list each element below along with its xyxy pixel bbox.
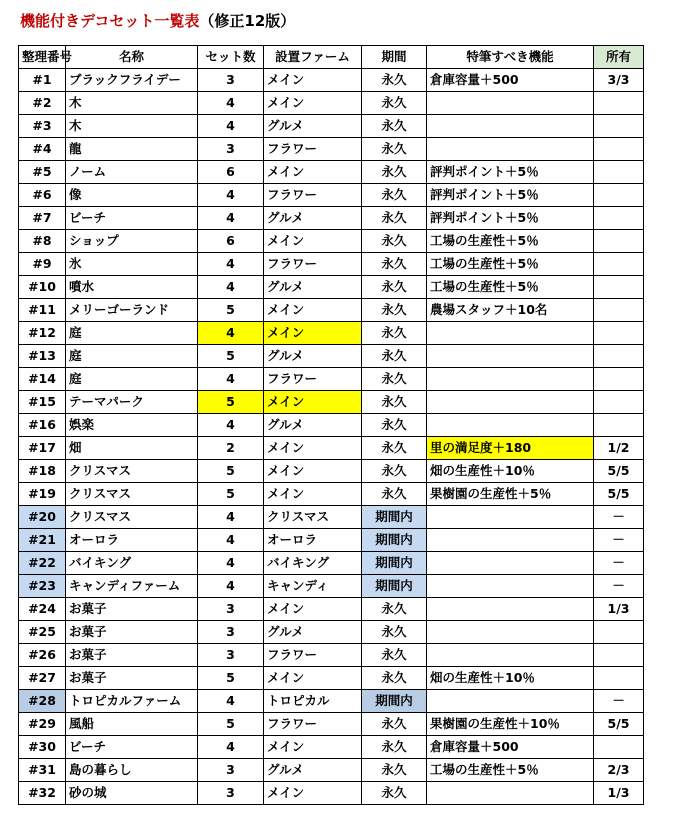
cell-number: #15 xyxy=(19,391,66,414)
cell-feature: 工場の生産性＋5％ xyxy=(427,276,594,299)
cell-number: #21 xyxy=(19,529,66,552)
header-owned: 所有 xyxy=(594,46,644,69)
title-suffix: （修正12版） xyxy=(199,12,296,30)
cell-period: 永久 xyxy=(362,414,427,437)
cell-feature: 評判ポイント＋5％ xyxy=(427,161,594,184)
cell-set-count: 3 xyxy=(198,759,264,782)
cell-number: #3 xyxy=(19,115,66,138)
table-row xyxy=(19,299,644,322)
cell-number: #5 xyxy=(19,161,66,184)
cell-name: 砂の城 xyxy=(66,782,198,805)
cell-set-count: 2 xyxy=(198,437,264,460)
table-row xyxy=(19,138,644,161)
cell-feature: 工場の生産性＋5％ xyxy=(427,759,594,782)
cell-period: 永久 xyxy=(362,299,427,322)
cell-name: クリスマス xyxy=(66,460,198,483)
cell-set-count: 5 xyxy=(198,345,264,368)
table-row xyxy=(19,506,644,529)
table-row xyxy=(19,483,644,506)
table-row xyxy=(19,276,644,299)
cell-owned: － xyxy=(594,506,644,529)
cell-number: #22 xyxy=(19,552,66,575)
cell-owned: － xyxy=(594,552,644,575)
table-body xyxy=(19,69,644,805)
table-row xyxy=(19,253,644,276)
cell-number: #13 xyxy=(19,345,66,368)
cell-name: 木 xyxy=(66,92,198,115)
table-row xyxy=(19,69,644,92)
cell-feature xyxy=(427,391,594,414)
table-row xyxy=(19,759,644,782)
cell-set-count: 5 xyxy=(198,299,264,322)
deco-set-table xyxy=(18,45,644,805)
table-row xyxy=(19,667,644,690)
header-set-count: セット数 xyxy=(198,46,264,69)
cell-period: 永久 xyxy=(362,115,427,138)
cell-period: 永久 xyxy=(362,69,427,92)
cell-name: キャンディファーム xyxy=(66,575,198,598)
cell-owned xyxy=(594,414,644,437)
cell-farm: フラワー xyxy=(264,368,362,391)
cell-set-count: 4 xyxy=(198,552,264,575)
cell-period: 永久 xyxy=(362,483,427,506)
cell-set-count: 4 xyxy=(198,575,264,598)
table-row xyxy=(19,736,644,759)
table-row xyxy=(19,345,644,368)
cell-feature: 果樹園の生産性＋10％ xyxy=(427,713,594,736)
cell-owned: 1/2 xyxy=(594,437,644,460)
cell-feature: 評判ポイント＋5％ xyxy=(427,207,594,230)
header-farm: 設置ファーム xyxy=(264,46,362,69)
cell-name: メリーゴーランド xyxy=(66,299,198,322)
table-row xyxy=(19,575,644,598)
cell-farm: フラワー xyxy=(264,713,362,736)
cell-feature xyxy=(427,506,594,529)
cell-set-count: 3 xyxy=(198,782,264,805)
cell-owned xyxy=(594,184,644,207)
cell-number: #19 xyxy=(19,483,66,506)
cell-feature: 工場の生産性＋5％ xyxy=(427,230,594,253)
header-name: 名称 xyxy=(66,46,198,69)
cell-set-count: 4 xyxy=(198,92,264,115)
cell-name: 庭 xyxy=(66,368,198,391)
cell-farm: グルメ xyxy=(264,414,362,437)
cell-farm: グルメ xyxy=(264,621,362,644)
table-row xyxy=(19,230,644,253)
cell-farm: メイン xyxy=(264,322,362,345)
header-row xyxy=(19,46,644,69)
cell-feature xyxy=(427,138,594,161)
cell-owned: － xyxy=(594,529,644,552)
cell-period: 永久 xyxy=(362,644,427,667)
cell-feature xyxy=(427,115,594,138)
cell-period: 期間内 xyxy=(362,690,427,713)
cell-owned xyxy=(594,391,644,414)
cell-set-count: 3 xyxy=(198,621,264,644)
cell-owned xyxy=(594,644,644,667)
cell-farm: フラワー xyxy=(264,184,362,207)
cell-farm: メイン xyxy=(264,299,362,322)
cell-feature xyxy=(427,621,594,644)
cell-feature xyxy=(427,529,594,552)
cell-owned xyxy=(594,322,644,345)
cell-set-count: 3 xyxy=(198,138,264,161)
cell-number: #10 xyxy=(19,276,66,299)
page-title xyxy=(20,10,295,31)
cell-number: #11 xyxy=(19,299,66,322)
table-row xyxy=(19,391,644,414)
cell-owned xyxy=(594,161,644,184)
cell-name: 像 xyxy=(66,184,198,207)
cell-owned xyxy=(594,207,644,230)
cell-feature xyxy=(427,322,594,345)
cell-name: 風船 xyxy=(66,713,198,736)
cell-owned xyxy=(594,115,644,138)
cell-owned: 1/3 xyxy=(594,782,644,805)
cell-farm: フラワー xyxy=(264,253,362,276)
cell-period: 期間内 xyxy=(362,506,427,529)
cell-period: 永久 xyxy=(362,230,427,253)
cell-period: 期間内 xyxy=(362,529,427,552)
cell-period: 永久 xyxy=(362,138,427,161)
cell-set-count: 4 xyxy=(198,276,264,299)
cell-feature xyxy=(427,414,594,437)
cell-name: ビーチ xyxy=(66,736,198,759)
cell-number: #4 xyxy=(19,138,66,161)
cell-feature xyxy=(427,782,594,805)
cell-period: 永久 xyxy=(362,322,427,345)
cell-set-count: 4 xyxy=(198,690,264,713)
cell-feature: 倉庫容量＋500 xyxy=(427,69,594,92)
cell-farm: メイン xyxy=(264,230,362,253)
cell-number: #18 xyxy=(19,460,66,483)
cell-name: トロピカルファーム xyxy=(66,690,198,713)
cell-feature xyxy=(427,598,594,621)
cell-number: #14 xyxy=(19,368,66,391)
cell-feature: 農場スタッフ＋10名 xyxy=(427,299,594,322)
cell-farm: キャンディ xyxy=(264,575,362,598)
cell-period: 永久 xyxy=(362,253,427,276)
table-row xyxy=(19,621,644,644)
table-row xyxy=(19,713,644,736)
cell-feature: 工場の生産性＋5％ xyxy=(427,253,594,276)
cell-owned xyxy=(594,253,644,276)
cell-name: お菓子 xyxy=(66,644,198,667)
cell-owned: 5/5 xyxy=(594,713,644,736)
table-row xyxy=(19,782,644,805)
cell-number: #26 xyxy=(19,644,66,667)
table-row xyxy=(19,598,644,621)
cell-name: 庭 xyxy=(66,345,198,368)
cell-number: #30 xyxy=(19,736,66,759)
table-row xyxy=(19,690,644,713)
cell-owned xyxy=(594,736,644,759)
cell-number: #6 xyxy=(19,184,66,207)
cell-name: クリスマス xyxy=(66,483,198,506)
cell-owned xyxy=(594,368,644,391)
cell-feature xyxy=(427,575,594,598)
cell-period: 永久 xyxy=(362,782,427,805)
table-row xyxy=(19,437,644,460)
cell-set-count: 4 xyxy=(198,184,264,207)
cell-set-count: 4 xyxy=(198,736,264,759)
cell-feature: 倉庫容量＋500 xyxy=(427,736,594,759)
cell-set-count: 6 xyxy=(198,230,264,253)
cell-owned: 5/5 xyxy=(594,483,644,506)
cell-farm: メイン xyxy=(264,460,362,483)
table-row xyxy=(19,414,644,437)
cell-farm: フラワー xyxy=(264,644,362,667)
cell-period: 永久 xyxy=(362,759,427,782)
cell-owned xyxy=(594,345,644,368)
cell-farm: グルメ xyxy=(264,276,362,299)
cell-farm: メイン xyxy=(264,437,362,460)
cell-farm: メイン xyxy=(264,598,362,621)
cell-owned: 3/3 xyxy=(594,69,644,92)
cell-set-count: 5 xyxy=(198,667,264,690)
cell-name: お菓子 xyxy=(66,621,198,644)
cell-number: #31 xyxy=(19,759,66,782)
cell-set-count: 5 xyxy=(198,483,264,506)
cell-feature xyxy=(427,552,594,575)
cell-name: ビーチ xyxy=(66,207,198,230)
cell-period: 期間内 xyxy=(362,575,427,598)
cell-number: #2 xyxy=(19,92,66,115)
cell-set-count: 4 xyxy=(198,253,264,276)
cell-number: #24 xyxy=(19,598,66,621)
cell-farm: メイン xyxy=(264,782,362,805)
cell-farm: グルメ xyxy=(264,207,362,230)
cell-set-count: 4 xyxy=(198,529,264,552)
table-row xyxy=(19,161,644,184)
cell-farm: クリスマス xyxy=(264,506,362,529)
cell-period: 永久 xyxy=(362,460,427,483)
cell-name: 木 xyxy=(66,115,198,138)
cell-number: #29 xyxy=(19,713,66,736)
table-row xyxy=(19,207,644,230)
cell-set-count: 4 xyxy=(198,322,264,345)
cell-number: #23 xyxy=(19,575,66,598)
cell-name: オーロラ xyxy=(66,529,198,552)
table-row xyxy=(19,460,644,483)
cell-number: #28 xyxy=(19,690,66,713)
title-main: 機能付きデコセット一覧表 xyxy=(20,12,200,30)
cell-name: お菓子 xyxy=(66,598,198,621)
table-row xyxy=(19,529,644,552)
cell-feature xyxy=(427,644,594,667)
cell-owned: － xyxy=(594,575,644,598)
table-row xyxy=(19,322,644,345)
cell-farm: メイン xyxy=(264,667,362,690)
cell-period: 永久 xyxy=(362,437,427,460)
cell-owned xyxy=(594,299,644,322)
cell-owned: 2/3 xyxy=(594,759,644,782)
cell-number: #20 xyxy=(19,506,66,529)
cell-set-count: 5 xyxy=(198,391,264,414)
cell-number: #8 xyxy=(19,230,66,253)
cell-name: 庭 xyxy=(66,322,198,345)
cell-name: 龍 xyxy=(66,138,198,161)
table-row xyxy=(19,92,644,115)
cell-owned xyxy=(594,667,644,690)
cell-name: 噴水 xyxy=(66,276,198,299)
cell-feature xyxy=(427,92,594,115)
cell-owned xyxy=(594,621,644,644)
table-row xyxy=(19,552,644,575)
cell-name: 氷 xyxy=(66,253,198,276)
cell-period: 永久 xyxy=(362,207,427,230)
cell-name: ブラックフライデー xyxy=(66,69,198,92)
header-feature: 特筆すべき機能 xyxy=(427,46,594,69)
cell-set-count: 4 xyxy=(198,414,264,437)
cell-farm: オーロラ xyxy=(264,529,362,552)
table-row xyxy=(19,184,644,207)
cell-number: #1 xyxy=(19,69,66,92)
cell-feature: 畑の生産性＋10％ xyxy=(427,667,594,690)
cell-feature: 里の満足度＋180 xyxy=(427,437,594,460)
cell-farm: グルメ xyxy=(264,759,362,782)
cell-number: #12 xyxy=(19,322,66,345)
cell-set-count: 5 xyxy=(198,460,264,483)
cell-period: 永久 xyxy=(362,667,427,690)
cell-owned xyxy=(594,230,644,253)
cell-owned xyxy=(594,138,644,161)
cell-feature xyxy=(427,690,594,713)
cell-set-count: 6 xyxy=(198,161,264,184)
cell-period: 永久 xyxy=(362,92,427,115)
cell-feature: 畑の生産性＋10％ xyxy=(427,460,594,483)
cell-name: バイキング xyxy=(66,552,198,575)
cell-period: 永久 xyxy=(362,345,427,368)
cell-name: お菓子 xyxy=(66,667,198,690)
cell-owned xyxy=(594,92,644,115)
cell-farm: バイキング xyxy=(264,552,362,575)
cell-name: ショップ xyxy=(66,230,198,253)
cell-owned: 1/3 xyxy=(594,598,644,621)
cell-set-count: 5 xyxy=(198,713,264,736)
cell-period: 永久 xyxy=(362,184,427,207)
cell-farm: メイン xyxy=(264,161,362,184)
cell-feature xyxy=(427,345,594,368)
cell-name: 畑 xyxy=(66,437,198,460)
cell-number: #32 xyxy=(19,782,66,805)
cell-feature: 果樹園の生産性＋5％ xyxy=(427,483,594,506)
cell-set-count: 3 xyxy=(198,644,264,667)
cell-name: 娯楽 xyxy=(66,414,198,437)
header-number: 整理番号 xyxy=(19,46,66,69)
cell-period: 永久 xyxy=(362,276,427,299)
cell-number: #16 xyxy=(19,414,66,437)
cell-set-count: 4 xyxy=(198,207,264,230)
cell-period: 永久 xyxy=(362,368,427,391)
cell-number: #25 xyxy=(19,621,66,644)
cell-owned xyxy=(594,276,644,299)
cell-period: 永久 xyxy=(362,598,427,621)
cell-farm: メイン xyxy=(264,483,362,506)
cell-farm: メイン xyxy=(264,736,362,759)
cell-period: 期間内 xyxy=(362,552,427,575)
cell-number: #27 xyxy=(19,667,66,690)
cell-period: 永久 xyxy=(362,713,427,736)
cell-number: #7 xyxy=(19,207,66,230)
cell-name: ノーム xyxy=(66,161,198,184)
cell-period: 永久 xyxy=(362,621,427,644)
table-row xyxy=(19,368,644,391)
cell-farm: トロピカル xyxy=(264,690,362,713)
cell-period: 永久 xyxy=(362,736,427,759)
cell-farm: フラワー xyxy=(264,138,362,161)
cell-farm: グルメ xyxy=(264,345,362,368)
cell-feature xyxy=(427,368,594,391)
cell-farm: メイン xyxy=(264,391,362,414)
cell-set-count: 4 xyxy=(198,115,264,138)
cell-farm: メイン xyxy=(264,92,362,115)
cell-farm: グルメ xyxy=(264,115,362,138)
cell-name: テーマパーク xyxy=(66,391,198,414)
cell-farm: メイン xyxy=(264,69,362,92)
cell-owned: － xyxy=(594,690,644,713)
cell-number: #9 xyxy=(19,253,66,276)
table-row xyxy=(19,644,644,667)
cell-name: クリスマス xyxy=(66,506,198,529)
header-period: 期間 xyxy=(362,46,427,69)
cell-name: 島の暮らし xyxy=(66,759,198,782)
cell-set-count: 3 xyxy=(198,69,264,92)
table-row xyxy=(19,115,644,138)
cell-period: 永久 xyxy=(362,161,427,184)
cell-set-count: 3 xyxy=(198,598,264,621)
cell-set-count: 4 xyxy=(198,368,264,391)
cell-feature: 評判ポイント＋5％ xyxy=(427,184,594,207)
cell-period: 永久 xyxy=(362,391,427,414)
cell-set-count: 4 xyxy=(198,506,264,529)
cell-number: #17 xyxy=(19,437,66,460)
cell-owned: 5/5 xyxy=(594,460,644,483)
